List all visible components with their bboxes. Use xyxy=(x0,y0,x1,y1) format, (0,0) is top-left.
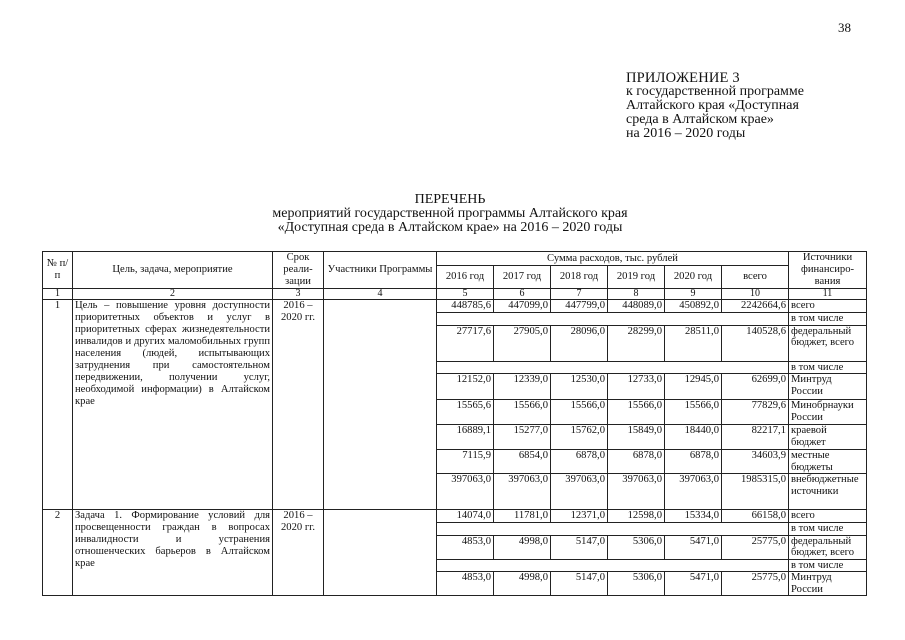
appendix-line: Алтайского края «Доступная xyxy=(626,98,799,113)
header-total: всего xyxy=(722,266,789,289)
source-cell: Минтруд России xyxy=(789,374,867,400)
total-cell: 140528,6 xyxy=(722,325,789,361)
appendix-heading: ПРИЛОЖЕНИЕ 3 xyxy=(626,70,740,86)
value-cell: 4998,0 xyxy=(494,535,551,559)
total-cell: 25775,0 xyxy=(722,535,789,559)
value-cell: 12339,0 xyxy=(494,374,551,400)
item-number: 1 xyxy=(43,300,73,510)
value-cell: 6878,0 xyxy=(608,450,665,474)
column-number: 8 xyxy=(608,289,665,300)
value-cell: 5471,0 xyxy=(665,572,722,596)
source-cell: всего xyxy=(789,300,867,313)
column-number: 9 xyxy=(665,289,722,300)
value-cell: 4853,0 xyxy=(437,535,494,559)
value-cell: 28511,0 xyxy=(665,325,722,361)
source-cell: в том числе xyxy=(789,361,867,374)
source-cell: краевой бюджет xyxy=(789,425,867,450)
appendix-line: среда в Алтайском крае» xyxy=(626,112,774,127)
appendix-line: на 2016 – 2020 годы xyxy=(626,126,746,141)
value-cell: 12371,0 xyxy=(551,510,608,523)
value-cell: 6878,0 xyxy=(665,450,722,474)
empty-cell xyxy=(437,523,789,536)
header-year: 2016 год xyxy=(437,266,494,289)
item-term: 2016 – 2020 гг. xyxy=(273,300,324,510)
value-cell: 28096,0 xyxy=(551,325,608,361)
header-goal: Цель, задача, мероприятие xyxy=(73,252,273,289)
header-term: Срок реали-зации xyxy=(273,252,324,289)
value-cell: 18440,0 xyxy=(665,425,722,450)
value-cell: 397063,0 xyxy=(494,474,551,510)
value-cell: 7115,9 xyxy=(437,450,494,474)
column-number: 5 xyxy=(437,289,494,300)
value-cell: 16889,1 xyxy=(437,425,494,450)
value-cell: 397063,0 xyxy=(551,474,608,510)
item-participants xyxy=(324,510,437,596)
title-line: мероприятий государственной программы Алтайского края xyxy=(272,206,628,221)
header-num: № п/п xyxy=(43,252,73,289)
column-number: 7 xyxy=(551,289,608,300)
value-cell: 14074,0 xyxy=(437,510,494,523)
value-cell: 15566,0 xyxy=(608,400,665,425)
value-cell: 27905,0 xyxy=(494,325,551,361)
value-cell: 5306,0 xyxy=(608,535,665,559)
total-cell: 62699,0 xyxy=(722,374,789,400)
column-number: 3 xyxy=(273,289,324,300)
value-cell: 12152,0 xyxy=(437,374,494,400)
value-cell: 15762,0 xyxy=(551,425,608,450)
source-cell: федеральный бюджет, всего xyxy=(789,535,867,559)
source-cell: в том числе xyxy=(789,559,867,572)
value-cell: 5147,0 xyxy=(551,572,608,596)
item-description: Задача 1. Формирование условий для просвещенности граждан в вопросах инвалидности и устранения отношенческих барьеров в Алтайском крае xyxy=(73,510,273,596)
empty-cell xyxy=(437,313,789,326)
value-cell: 15566,0 xyxy=(494,400,551,425)
total-cell: 77829,6 xyxy=(722,400,789,425)
value-cell: 12530,0 xyxy=(551,374,608,400)
value-cell: 397063,0 xyxy=(608,474,665,510)
total-cell: 82217,1 xyxy=(722,425,789,450)
appendix-header xyxy=(626,71,804,141)
total-cell: 1985315,0 xyxy=(722,474,789,510)
value-cell: 12945,0 xyxy=(665,374,722,400)
source-cell: федеральный бюджет, всего xyxy=(789,325,867,361)
value-cell: 11781,0 xyxy=(494,510,551,523)
source-cell: Минтруд России xyxy=(789,572,867,596)
value-cell: 15565,6 xyxy=(437,400,494,425)
document-title xyxy=(200,193,700,235)
value-cell: 15566,0 xyxy=(551,400,608,425)
value-cell: 12733,0 xyxy=(608,374,665,400)
value-cell: 15334,0 xyxy=(665,510,722,523)
value-cell: 448089,0 xyxy=(608,300,665,313)
column-number: 2 xyxy=(73,289,273,300)
source-cell: местные бюджеты xyxy=(789,450,867,474)
total-cell: 25775,0 xyxy=(722,572,789,596)
page-number: 38 xyxy=(838,20,851,35)
total-cell: 2242664,6 xyxy=(722,300,789,313)
value-cell: 15566,0 xyxy=(665,400,722,425)
value-cell: 4998,0 xyxy=(494,572,551,596)
source-cell: внебюджетные источники xyxy=(789,474,867,510)
item-description: Цель – повышение уровня доступности приоритетных объектов и услуг в приоритетных сферах жизнедеятельности инвалидов и других маломобильных групп населения (людей, испытывающих затруднения при самостоятельном передвижении, получении услуг, необходимой информации) в Алтайском крае xyxy=(73,300,273,510)
value-cell: 15849,0 xyxy=(608,425,665,450)
value-cell: 450892,0 xyxy=(665,300,722,313)
header-expenses: Сумма расходов, тыс. рублей xyxy=(437,252,789,266)
header-year: 2017 год xyxy=(494,266,551,289)
measures-table xyxy=(42,251,867,596)
empty-cell xyxy=(437,361,789,374)
value-cell: 6878,0 xyxy=(551,450,608,474)
column-number: 10 xyxy=(722,289,789,300)
value-cell: 4853,0 xyxy=(437,572,494,596)
title-line: «Доступная среда в Алтайском крае» на 2016 – 2020 годы xyxy=(277,220,623,235)
value-cell: 397063,0 xyxy=(665,474,722,510)
value-cell: 12598,0 xyxy=(608,510,665,523)
item-term: 2016 – 2020 гг. xyxy=(273,510,324,596)
value-cell: 6854,0 xyxy=(494,450,551,474)
value-cell: 28299,0 xyxy=(608,325,665,361)
value-cell: 447099,0 xyxy=(494,300,551,313)
column-number: 1 xyxy=(43,289,73,300)
source-cell: всего xyxy=(789,510,867,523)
item-number: 2 xyxy=(43,510,73,596)
column-number: 11 xyxy=(789,289,867,300)
source-cell: Минобрнауки России xyxy=(789,400,867,425)
value-cell: 397063,0 xyxy=(437,474,494,510)
empty-cell xyxy=(437,559,789,572)
value-cell: 15277,0 xyxy=(494,425,551,450)
header-year: 2020 год xyxy=(665,266,722,289)
value-cell: 5471,0 xyxy=(665,535,722,559)
column-number: 6 xyxy=(494,289,551,300)
appendix-line: к государственной программе xyxy=(626,84,804,99)
source-cell: в том числе xyxy=(789,523,867,536)
value-cell: 448785,6 xyxy=(437,300,494,313)
value-cell: 447799,0 xyxy=(551,300,608,313)
value-cell: 5147,0 xyxy=(551,535,608,559)
column-number: 4 xyxy=(324,289,437,300)
total-cell: 34603,9 xyxy=(722,450,789,474)
total-cell: 66158,0 xyxy=(722,510,789,523)
value-cell: 5306,0 xyxy=(608,572,665,596)
item-participants xyxy=(324,300,437,510)
header-year: 2019 год xyxy=(608,266,665,289)
source-cell: в том числе xyxy=(789,313,867,326)
header-year: 2018 год xyxy=(551,266,608,289)
header-participants: Участники Программы xyxy=(324,252,437,289)
header-sources: Источники финансиро-вания xyxy=(789,252,867,289)
value-cell: 27717,6 xyxy=(437,325,494,361)
title-line: ПЕРЕЧЕНЬ xyxy=(414,192,486,207)
